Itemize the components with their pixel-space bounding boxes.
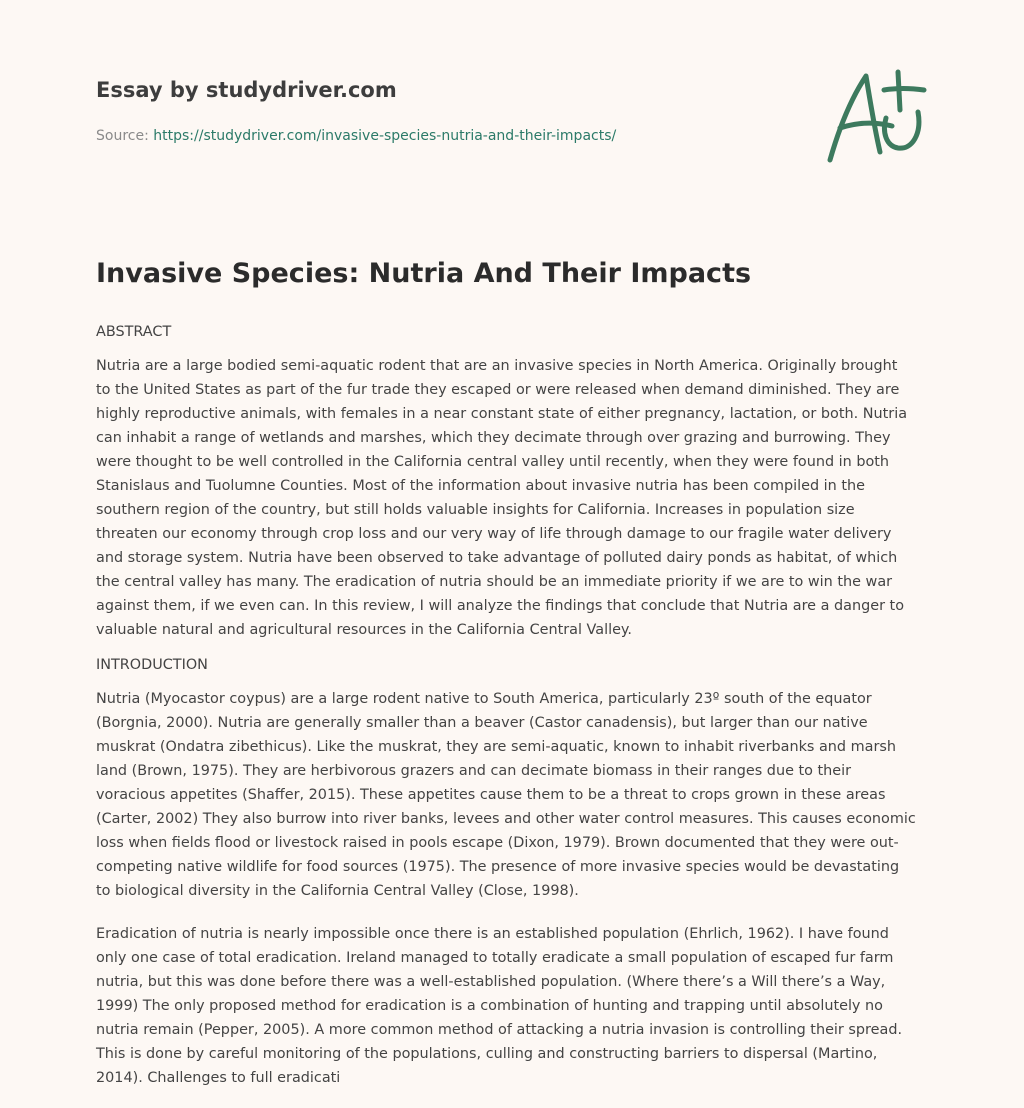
paragraph-line: This is done by careful monitoring of the populations, culling and constructing barriers to dispersal (Martino, [96, 1046, 878, 1062]
paragraph-line: nutria remain (Pepper, 2005). A more common method of attacking a nutria invasion is controlling their spread. [96, 1022, 903, 1038]
paragraph-line: Eradication of nutria is nearly impossible once there is an established population (Ehrlich, 1962). I have found [96, 926, 889, 942]
paragraph-line: nutria, but this was done before there was a well-established population. (Where there’s a Will there’s a Way, [96, 974, 886, 990]
paragraph-line: Nutria are a large bodied semi-aquatic rodent that are an invasive species in North America. Originally brought [96, 358, 898, 374]
paragraph-line: loss when fields flood or livestock raised in pools escape (Dixon, 1979). Brown documented that they were out- [96, 835, 899, 851]
paragraph-line: muskrat (Ondatra zibethicus). Like the muskrat, they are semi-aquatic, known to inhabit riverbanks and marsh [96, 739, 896, 755]
paragraph-line: 1999) The only proposed method for eradication is a combination of hunting and trapping until absolutely no [96, 998, 883, 1014]
paragraph-line: land (Brown, 1975). They are herbivorous grazers and can decimate biomass in their ranges due to their [96, 763, 852, 779]
paragraph-line: were thought to be well controlled in the California central valley until recently, when they were found in both [96, 454, 890, 470]
paragraph-line: (Carter, 2002) They also burrow into river banks, levees and other water control measures. This causes economic [96, 811, 916, 827]
introduction-paragraph [96, 687, 928, 903]
essay-article [96, 250, 928, 1101]
paragraph-line: to the United States as part of the fur trade they escaped or were released when demand diminished. They are [96, 382, 900, 398]
abstract-heading: ABSTRACT [96, 324, 172, 340]
paragraph-line: Nutria (Myocastor coypus) are a large rodent native to South America, particularly 23º south of the equator [96, 691, 872, 707]
paragraph-line: threaten our economy through crop loss and our very way of life through damage to our fragile water delivery [96, 526, 892, 542]
paragraph-line: only one case of total eradication. Ireland managed to totally eradicate a small population of escaped fur farm [96, 950, 894, 966]
introduction-heading: INTRODUCTION [96, 657, 208, 673]
abstract-paragraph [96, 354, 928, 642]
site-title: Essay by studydriver.com [96, 78, 397, 102]
page-header [96, 74, 796, 146]
paragraph-line: the central valley has many. The eradication of nutria should be an immediate priority if we are to win the war [96, 574, 893, 590]
source-label: Source: [96, 128, 149, 144]
eradication-paragraph [96, 922, 928, 1090]
paragraph-line: 2014). Challenges to full eradicati [96, 1070, 341, 1086]
paragraph-line: highly reproductive animals, with females in a near constant state of either pregnancy, lactation, or both. Nutria [96, 406, 908, 422]
paragraph-line: Stanislaus and Tuolumne Counties. Most of the information about invasive nutria has been compiled in the [96, 478, 865, 494]
source-link[interactable]: https://studydriver.com/invasive-species-nutria-and-their-impacts/ [153, 128, 617, 144]
essay-title: Invasive Species: Nutria And Their Impacts [96, 258, 752, 289]
paragraph-line: voracious appetites (Shaffer, 2015). These appetites cause them to be a threat to crops grown in these areas [96, 787, 886, 803]
paragraph-line: valuable natural and agricultural resources in the California Central Valley. [96, 622, 632, 638]
a-plus-logo-icon [820, 66, 930, 168]
paragraph-line: competing native wildlife for food sources (1975). The presence of more invasive species would be devastating [96, 859, 900, 875]
paragraph-line: southern region of the country, but still holds valuable insights for California. Increases in population size [96, 502, 855, 518]
source-line [96, 126, 796, 146]
paragraph-line: and storage system. Nutria have been observed to take advantage of polluted dairy ponds as habitat, of which [96, 550, 898, 566]
paragraph-line: to biological diversity in the California Central Valley (Close, 1998). [96, 883, 579, 899]
paragraph-line: can inhabit a range of wetlands and marshes, which they decimate through over grazing and burrowing. They [96, 430, 891, 446]
paragraph-line: (Borgnia, 2000). Nutria are generally smaller than a beaver (Castor canadensis), but larger than our native [96, 715, 868, 731]
paragraph-line: against them, if we even can. In this review, I will analyze the findings that conclude that Nutria are a danger to [96, 598, 905, 614]
